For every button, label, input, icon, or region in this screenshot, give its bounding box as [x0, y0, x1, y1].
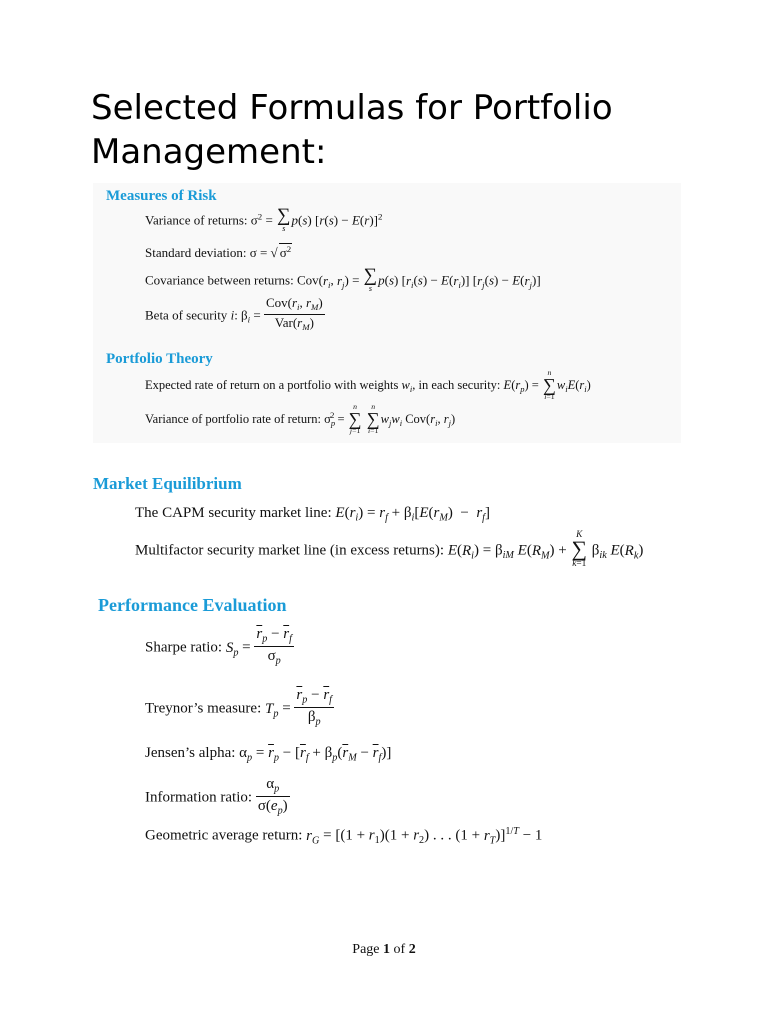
formula-standard-deviation: Standard deviation: σ = √ $\sigma^2$	[145, 244, 292, 260]
formula-information-ratio: Information ratio: $\frac{\alpha_p}{\sigma(e_p)}$	[145, 776, 288, 817]
formula-covariance: Covariance between returns: $Cov(r_i$, $r_j$) = ∑ s p(s) $[r_i(s) - E(r_i)] [r_j(s) - E(r_j)]$	[145, 265, 541, 293]
formula-beta: Beta of security i: $\beta_i$ = $\frac{Cov(r_i, r_M)}{Var(r_M)}$	[145, 295, 323, 332]
formula-capm-sml: The CAPM security market line: $E(r_i) = r_f + \beta_i[E(r_M) - r_f]$	[135, 505, 491, 524]
page-total: 2	[408, 942, 416, 957]
section-heading-market-equilibrium: Market Equilibrium	[93, 474, 242, 493]
page-title: Selected Formulas for Portfolio Management:	[91, 88, 613, 172]
page-current: 1	[383, 942, 391, 957]
section-heading-portfolio-theory: Portfolio Theory	[106, 351, 213, 367]
page-indicator	[0, 942, 768, 958]
formula-sharpe-ratio: Sharpe ratio: $S_p$ = $\frac{\overline{r}_p - \overline{r}_f}{\sigma_p}$	[145, 626, 292, 667]
formula-jensens-alpha: Jensen’s alpha: $\alpha_p = \overline{r}_p - [\overline{r}_f + \beta_p(\overline{r}_M - \overline{r}_f)]$	[145, 745, 392, 764]
formula-expected-portfolio-return: Expected rate of return on a portfolio with weights $w_i$, in each security: $E(r_p)$ = n ∑ i=1 $w_iE(r_i)$	[145, 368, 591, 402]
section-heading-measures-of-risk: Measures of Risk	[106, 188, 217, 204]
formula-multifactor-sml: Multifactor security market line (in excess returns): $E(R_i) = \beta_{iM}$ $E(R_M)$ + K ∑ k=1 $\beta_{ik}$ $E(R_k)$	[135, 530, 644, 569]
formula-variance-of-returns: Variance of returns: $\sigma^2$ = ∑ s p(s) $[r(s) - E(r)]^2$	[145, 205, 383, 233]
page-word: Page	[352, 942, 380, 957]
of-word: of	[393, 942, 406, 957]
formula-geometric-average-return: Geometric average return: $r_G = [(1 + r_1)(1 + r_2)$ . . . $(1 + r_T)]^{1/T} - 1$	[145, 826, 543, 847]
formula-portfolio-variance: Variance of portfolio rate of return: $\sigma_p^2$ = n ∑ j=1 n ∑ i=1 $w_jw_i$ $Cov(r_i$, $r_j$)	[145, 402, 456, 436]
formula-treynor-measure: Treynor’s measure: $T_p$ = $\frac{\overline{r}_p - \overline{r}_f}{\beta_p}$	[145, 687, 332, 728]
section-heading-performance-evaluation: Performance Evaluation	[98, 595, 287, 615]
